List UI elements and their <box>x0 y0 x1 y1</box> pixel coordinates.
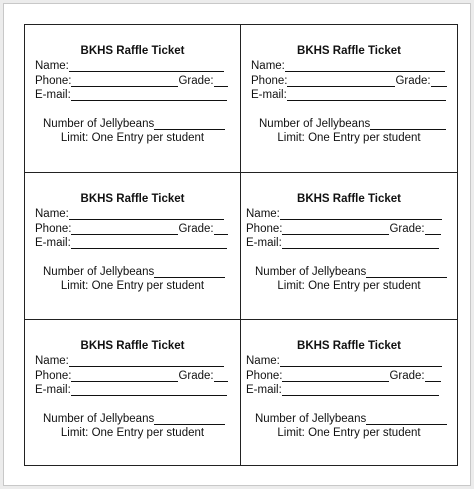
email-label: E-mail: <box>246 384 282 396</box>
phone-field[interactable] <box>282 223 389 235</box>
grade-label: Grade: <box>178 370 214 382</box>
jellybeans-label: Number of Jellybeans <box>259 118 371 130</box>
name-field[interactable] <box>69 60 224 72</box>
phone-row <box>35 369 228 383</box>
grade-field[interactable] <box>214 75 228 87</box>
jellybeans-label: Number of Jellybeans <box>255 413 367 425</box>
name-label: Name: <box>251 60 285 72</box>
grade-label: Grade: <box>389 223 425 235</box>
name-row <box>35 354 224 368</box>
phone-label: Phone: <box>35 370 72 382</box>
name-field[interactable] <box>69 355 224 367</box>
phone-field[interactable] <box>71 370 178 382</box>
ticket-title: BKHS Raffle Ticket <box>297 340 401 352</box>
ticket-title: BKHS Raffle Ticket <box>80 45 185 57</box>
jellybeans-field[interactable] <box>366 413 447 425</box>
entry-limit-text: Limit: One Entry per student <box>277 427 421 439</box>
jellybeans-label: Number of Jellybeans <box>43 266 155 278</box>
name-field[interactable] <box>69 208 224 220</box>
phone-field[interactable] <box>282 370 389 382</box>
grade-label: Grade: <box>178 75 214 87</box>
jellybeans-field[interactable] <box>154 118 225 130</box>
jellybeans-row <box>43 412 225 426</box>
phone-field[interactable] <box>287 75 395 87</box>
phone-label: Phone: <box>35 223 72 235</box>
document-page <box>3 3 471 486</box>
phone-label: Phone: <box>251 75 288 87</box>
ticket-title: BKHS Raffle Ticket <box>80 340 185 352</box>
email-field[interactable] <box>282 384 439 396</box>
raffle-ticket <box>25 25 240 172</box>
name-row <box>35 207 224 221</box>
email-field[interactable] <box>71 237 227 249</box>
jellybeans-label: Number of Jellybeans <box>43 118 155 130</box>
phone-field[interactable] <box>71 75 178 87</box>
phone-label: Phone: <box>35 75 72 87</box>
email-row <box>35 236 227 250</box>
raffle-ticket <box>241 173 457 319</box>
email-row <box>35 88 227 102</box>
name-field[interactable] <box>280 355 442 367</box>
name-label: Name: <box>35 208 69 220</box>
phone-row <box>251 74 447 88</box>
raffle-ticket-sheet <box>24 24 458 466</box>
entry-limit-text: Limit: One Entry per student <box>60 280 205 292</box>
email-field[interactable] <box>287 89 446 101</box>
raffle-ticket <box>25 320 240 465</box>
phone-row <box>246 222 441 236</box>
email-label: E-mail: <box>246 237 282 249</box>
phone-row <box>35 222 228 236</box>
grade-label: Grade: <box>395 75 431 87</box>
entry-limit-text: Limit: One Entry per student <box>277 280 421 292</box>
raffle-ticket <box>241 320 457 465</box>
phone-field[interactable] <box>71 223 178 235</box>
jellybeans-field[interactable] <box>154 266 225 278</box>
jellybeans-row <box>43 117 225 131</box>
name-field[interactable] <box>285 60 445 72</box>
grade-field[interactable] <box>425 223 441 235</box>
name-label: Name: <box>35 60 69 72</box>
email-field[interactable] <box>282 237 439 249</box>
name-label: Name: <box>246 355 280 367</box>
entry-limit-text: Limit: One Entry per student <box>60 132 205 144</box>
jellybeans-row <box>259 117 446 131</box>
phone-row <box>35 74 228 88</box>
grade-label: Grade: <box>389 370 425 382</box>
entry-limit-text: Limit: One Entry per student <box>60 427 205 439</box>
name-row <box>246 354 442 368</box>
name-row <box>35 59 224 73</box>
email-field[interactable] <box>71 384 227 396</box>
entry-limit-text: Limit: One Entry per student <box>277 132 421 144</box>
name-label: Name: <box>35 355 69 367</box>
grade-field[interactable] <box>425 370 441 382</box>
grade-field[interactable] <box>214 370 228 382</box>
ticket-title: BKHS Raffle Ticket <box>297 193 401 205</box>
email-label: E-mail: <box>35 237 71 249</box>
ticket-title: BKHS Raffle Ticket <box>297 45 401 57</box>
grade-field[interactable] <box>431 75 447 87</box>
name-label: Name: <box>246 208 280 220</box>
jellybeans-row <box>255 265 447 279</box>
name-field[interactable] <box>280 208 442 220</box>
email-row <box>246 236 439 250</box>
phone-label: Phone: <box>246 370 283 382</box>
phone-label: Phone: <box>246 223 283 235</box>
raffle-ticket <box>25 173 240 319</box>
email-label: E-mail: <box>251 89 287 101</box>
email-field[interactable] <box>71 89 227 101</box>
jellybeans-label: Number of Jellybeans <box>43 413 155 425</box>
email-row <box>246 383 439 397</box>
jellybeans-label: Number of Jellybeans <box>255 266 367 278</box>
jellybeans-field[interactable] <box>370 118 446 130</box>
grade-field[interactable] <box>214 223 228 235</box>
email-label: E-mail: <box>35 89 71 101</box>
name-row <box>246 207 442 221</box>
jellybeans-row <box>255 412 447 426</box>
jellybeans-field[interactable] <box>366 266 447 278</box>
jellybeans-field[interactable] <box>154 413 225 425</box>
jellybeans-row <box>43 265 225 279</box>
phone-row <box>246 369 441 383</box>
ticket-title: BKHS Raffle Ticket <box>80 193 185 205</box>
email-row <box>251 88 446 102</box>
raffle-ticket <box>241 25 457 172</box>
name-row <box>251 59 445 73</box>
email-label: E-mail: <box>35 384 71 396</box>
grade-label: Grade: <box>178 223 214 235</box>
email-row <box>35 383 227 397</box>
